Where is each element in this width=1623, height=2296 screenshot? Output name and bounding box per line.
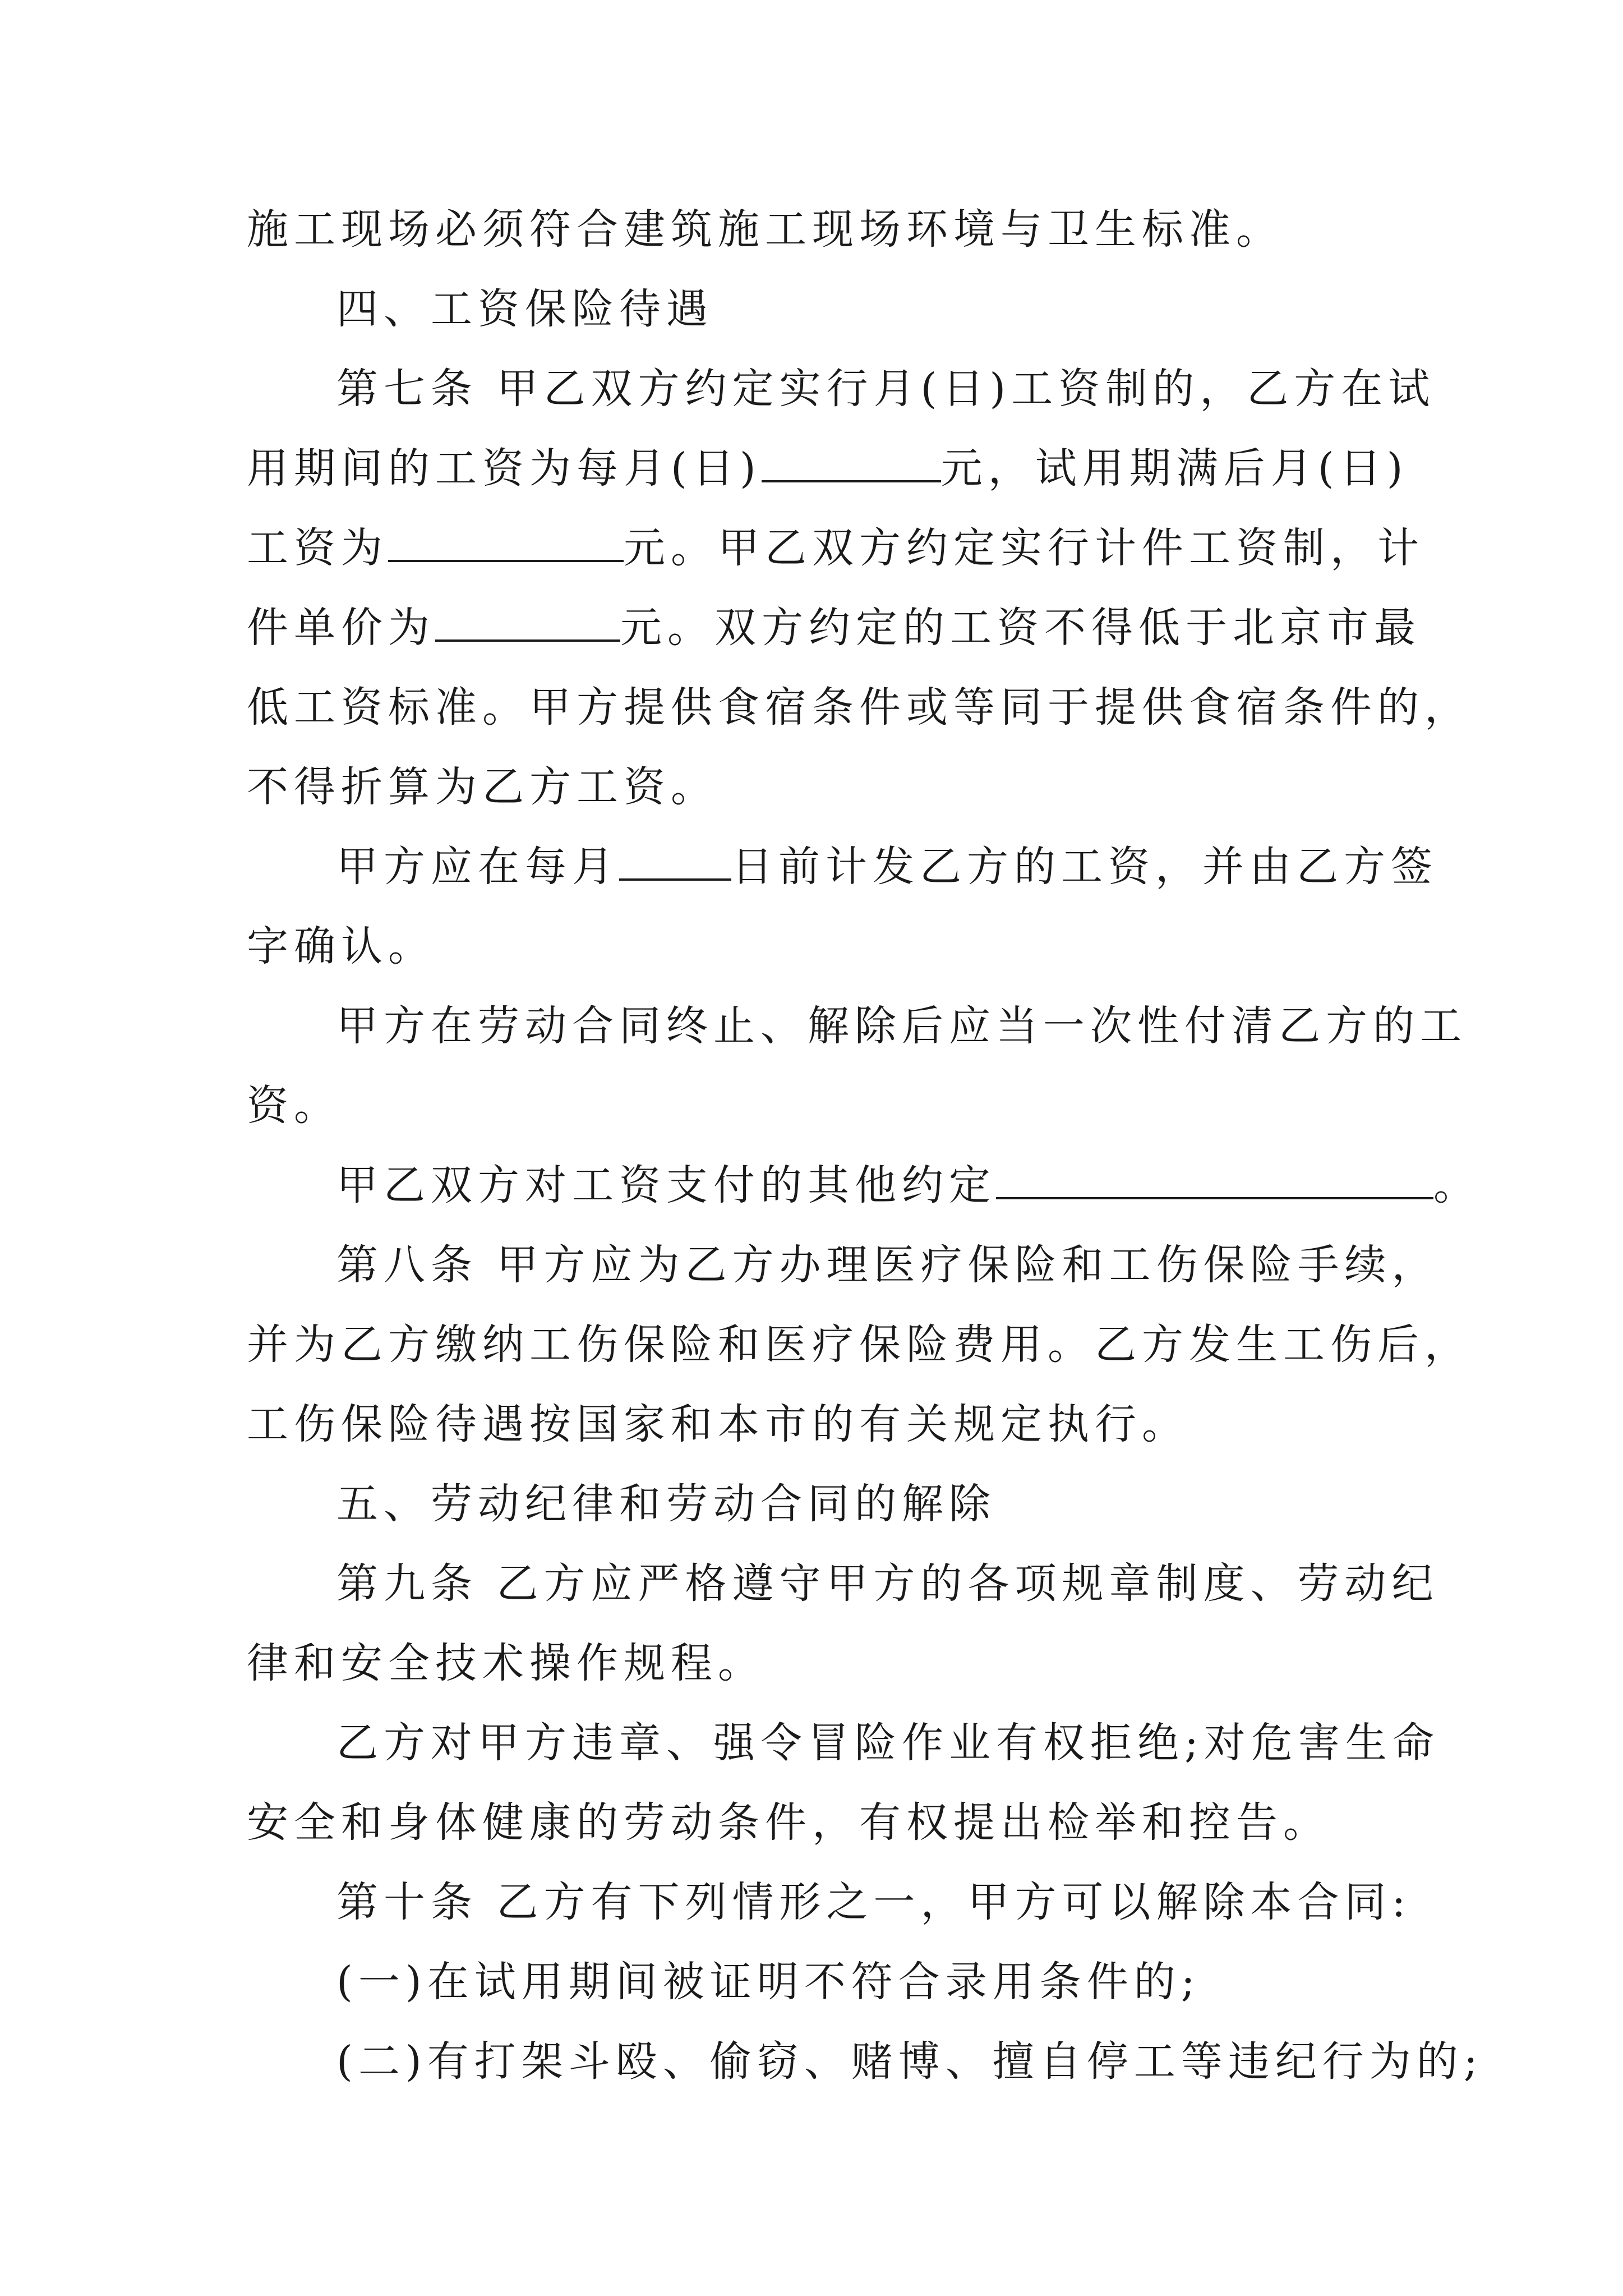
text-segment: 件单价为 [247,604,435,652]
refusal-rights-line: 乙方对甲方违章、强令冒险作业有权拒绝;对危害生命 [336,1719,1440,1767]
text-segment: 。 [1433,1161,1481,1209]
article-8-line: 并为乙方缴纳工伤保险和医疗保险费用。乙方发生工伤后， [247,1320,1472,1369]
fill-in-blank [762,447,941,482]
article-10-item: (一)在试用期间被证明不符合录用条件的; [336,1958,1201,2006]
text-segment: 工资为 [247,524,388,572]
section-heading-wages: 四、工资保险待遇 [336,285,713,333]
payday-line: 字确认。 [247,922,435,970]
paragraph-line: 施工现场必须符合建筑施工现场环境与卫生标准。 [247,205,1283,254]
article-7-line: 低工资标准。甲方提供食宿条件或等同于提供食宿条件的， [247,683,1472,731]
text-segment: 元。甲乙双方约定实行计件工资制，计 [624,524,1424,572]
article-7-line [247,429,1409,508]
article-9-line: 第九条 乙方应严格遵守甲方的各项规章制度、劳动纪 [336,1559,1439,1608]
final-pay-line: 资。 [247,1082,341,1130]
article-10-item: (二)有打架斗殴、偷窃、赌博、擅自停工等违纪行为的; [336,2037,1483,2086]
refusal-rights-line: 安全和身体健康的劳动条件，有权提出检举和控告。 [247,1798,1330,1847]
text-segment: 甲方应在每月 [336,843,619,891]
other-agreement-line [247,1145,1481,1225]
text-segment: 元。双方约定的工资不得低于北京市最 [620,604,1421,652]
fill-in-blank [435,606,620,642]
text-segment: 用期间的工资为每月(日) [247,444,762,493]
final-pay-line: 甲方在劳动合同终止、解除后应当一次性付清乙方的工 [336,1002,1467,1050]
article-8-line: 工伤保险待遇按国家和本市的有关规定执行。 [247,1400,1189,1448]
article-7-line [247,588,1421,668]
article-7-line: 不得折算为乙方工资。 [247,763,718,811]
article-10-line: 第十条 乙方有下列情形之一，甲方可以解除本合同: [336,1878,1412,1926]
article-8-line: 第八条 甲方应为乙方办理医疗保险和工伤保险手续， [336,1241,1439,1289]
text-segment: 日前计发乙方的工资，并由乙方签 [731,843,1438,891]
fill-in-blank [996,1163,1433,1199]
fill-in-blank [619,845,731,881]
section-heading-discipline: 五、劳动纪律和劳动合同的解除 [336,1480,996,1528]
fill-in-blank [388,526,624,562]
article-9-line: 律和安全技术操作规程。 [247,1639,765,1687]
article-7-line [247,508,1424,588]
text-segment: 元，试用期满后月(日) [940,444,1409,493]
payday-line [247,827,1438,907]
contract-text [247,190,1483,2101]
text-segment: 甲乙双方对工资支付的其他约定 [336,1161,996,1209]
article-7-line: 第七条 甲乙双方约定实行月(日)工资制的，乙方在试 [336,365,1436,413]
